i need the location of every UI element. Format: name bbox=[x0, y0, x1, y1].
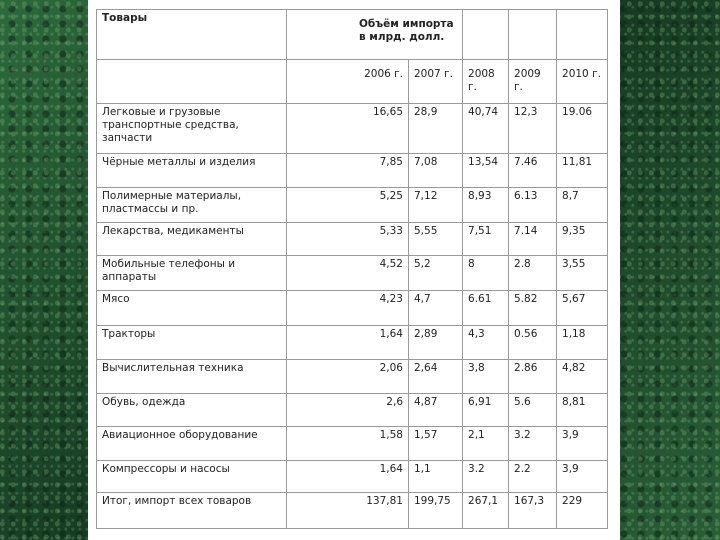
cell-value: 4,52 bbox=[287, 256, 409, 291]
cell-value: 1,64 bbox=[287, 326, 409, 360]
header-empty-cell bbox=[463, 10, 509, 60]
table-row bbox=[97, 256, 608, 291]
row-label: Вычислительная техника bbox=[97, 360, 287, 394]
row-label: Авиационное оборудование bbox=[97, 427, 287, 461]
header-empty-cell bbox=[557, 10, 608, 60]
year-2007: 2007 г. bbox=[409, 60, 463, 104]
total-row bbox=[97, 493, 608, 529]
cell-value: 267,1 bbox=[463, 493, 509, 529]
year-2008: 2008 г. bbox=[463, 60, 509, 104]
cell-value: 199,75 bbox=[409, 493, 463, 529]
cell-value: 3,9 bbox=[557, 427, 608, 461]
row-label: Лекарства, медикаменты bbox=[97, 223, 287, 256]
cell-value: 11,81 bbox=[557, 154, 608, 188]
cell-value: 2,64 bbox=[409, 360, 463, 394]
cell-value: 7,08 bbox=[409, 154, 463, 188]
table-row bbox=[97, 326, 608, 360]
cell-value: 5,55 bbox=[409, 223, 463, 256]
cell-value: 5,25 bbox=[287, 188, 409, 223]
slide-content bbox=[88, 0, 620, 540]
header-empty-cell bbox=[509, 10, 557, 60]
row-label: Обувь, одежда bbox=[97, 394, 287, 427]
table-row bbox=[97, 461, 608, 493]
cell-value: 9,35 bbox=[557, 223, 608, 256]
cell-value: 6.61 bbox=[463, 291, 509, 326]
table-row bbox=[97, 188, 608, 223]
cell-value: 13,54 bbox=[463, 154, 509, 188]
table-row bbox=[97, 360, 608, 394]
cell-value: 5,33 bbox=[287, 223, 409, 256]
cell-value: 1,64 bbox=[287, 461, 409, 493]
cell-value: 1,1 bbox=[409, 461, 463, 493]
row-label: Тракторы bbox=[97, 326, 287, 360]
cell-value: 4,82 bbox=[557, 360, 608, 394]
cell-value: 16,65 bbox=[287, 104, 409, 154]
table-row bbox=[97, 154, 608, 188]
cell-value: 8,93 bbox=[463, 188, 509, 223]
cell-value: 8,7 bbox=[557, 188, 608, 223]
table-row bbox=[97, 104, 608, 154]
header-row bbox=[97, 10, 608, 60]
row-label: Мобильные телефоны и аппараты bbox=[97, 256, 287, 291]
cell-value: 229 bbox=[557, 493, 608, 529]
table-row bbox=[97, 291, 608, 326]
cell-value: 19.06 bbox=[557, 104, 608, 154]
cell-value: 3,55 bbox=[557, 256, 608, 291]
cell-value: 4,87 bbox=[409, 394, 463, 427]
cell-value: 8,81 bbox=[557, 394, 608, 427]
years-empty-cell bbox=[97, 60, 287, 104]
cell-value: 5.82 bbox=[509, 291, 557, 326]
table-row bbox=[97, 427, 608, 461]
cell-value: 12,3 bbox=[509, 104, 557, 154]
cell-value: 2,6 bbox=[287, 394, 409, 427]
row-label: Компрессоры и насосы bbox=[97, 461, 287, 493]
cell-value: 2.86 bbox=[509, 360, 557, 394]
cell-value: 40,74 bbox=[463, 104, 509, 154]
cell-value: 1,58 bbox=[287, 427, 409, 461]
row-label: Полимерные материалы, пластмассы и пр. bbox=[97, 188, 287, 223]
cell-value: 1,57 bbox=[409, 427, 463, 461]
cell-value: 4,7 bbox=[409, 291, 463, 326]
table-row bbox=[97, 394, 608, 427]
cell-value: 2,89 bbox=[409, 326, 463, 360]
cell-value: 3,8 bbox=[463, 360, 509, 394]
volume-header: Объём импорта в млрд. долл. bbox=[287, 10, 463, 60]
years-row bbox=[97, 60, 608, 104]
cell-value: 2,1 bbox=[463, 427, 509, 461]
cell-value: 5,67 bbox=[557, 291, 608, 326]
cell-value: 2.8 bbox=[509, 256, 557, 291]
cell-value: 3.2 bbox=[463, 461, 509, 493]
row-label: Мясо bbox=[97, 291, 287, 326]
row-label: Итог, импорт всех товаров bbox=[97, 493, 287, 529]
cell-value: 5.6 bbox=[509, 394, 557, 427]
cell-value: 7.46 bbox=[509, 154, 557, 188]
year-2006: 2006 г. bbox=[287, 60, 409, 104]
cell-value: 137,81 bbox=[287, 493, 409, 529]
cell-value: 8 bbox=[463, 256, 509, 291]
cell-value: 3.2 bbox=[509, 427, 557, 461]
cell-value: 5,2 bbox=[409, 256, 463, 291]
cell-value: 3,9 bbox=[557, 461, 608, 493]
cell-value: 7.14 bbox=[509, 223, 557, 256]
cell-value: 7,12 bbox=[409, 188, 463, 223]
row-label: Легковые и грузовые транспортные средства, запчасти bbox=[97, 104, 287, 154]
cell-value: 4,3 bbox=[463, 326, 509, 360]
cell-value: 6,91 bbox=[463, 394, 509, 427]
cell-value: 4,23 bbox=[287, 291, 409, 326]
cell-value: 28,9 bbox=[409, 104, 463, 154]
cell-value: 7,85 bbox=[287, 154, 409, 188]
year-2009: 2009 г. bbox=[509, 60, 557, 104]
cell-value: 167,3 bbox=[509, 493, 557, 529]
cell-value: 2,06 bbox=[287, 360, 409, 394]
row-label: Чёрные металлы и изделия bbox=[97, 154, 287, 188]
cell-value: 1,18 bbox=[557, 326, 608, 360]
cell-value: 6.13 bbox=[509, 188, 557, 223]
cell-value: 7,51 bbox=[463, 223, 509, 256]
table-row bbox=[97, 223, 608, 256]
year-2010: 2010 г. bbox=[557, 60, 608, 104]
import-table bbox=[96, 9, 608, 529]
cell-value: 2.2 bbox=[509, 461, 557, 493]
goods-header: Товары bbox=[97, 10, 287, 60]
cell-value: 0.56 bbox=[509, 326, 557, 360]
